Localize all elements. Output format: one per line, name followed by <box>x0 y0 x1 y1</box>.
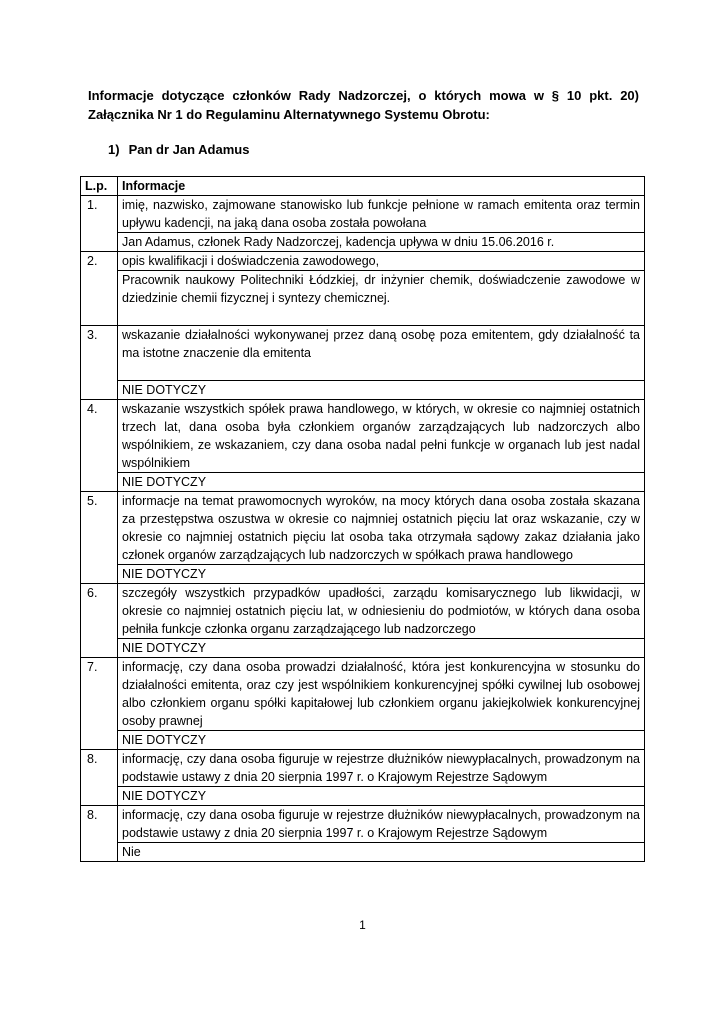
row-question: informację, czy dana osoba prowadzi działalność, która jest konkurencyjna w stosunku do działalności emitenta, oraz czy jest wspólnikiem konkurencyjnej spółki cywilnej lub osobowej albo członkiem organu spółki kapitałowej lub członkiem organu jakiejkolwiek konkurencyjnej osoby prawnej <box>118 658 645 731</box>
row-answer: NIE DOTYCZY <box>118 639 645 658</box>
header-lp: L.p. <box>81 177 118 196</box>
row-number: 7. <box>81 658 118 750</box>
table-row <box>81 381 645 400</box>
table-row <box>81 492 645 565</box>
table-row <box>81 584 645 639</box>
document-heading: Informacje dotyczące członków Rady Nadzorczej, o których mowa w § 10 pkt. 20) Załącznika Nr 1 do Regulaminu Alternatywnego Systemu Obrotu: <box>88 88 639 122</box>
row-question: imię, nazwisko, zajmowane stanowisko lub funkcje pełnione w ramach emitenta oraz termin upływu kadencji, na jaką dana osoba została powołana <box>118 196 645 233</box>
table-row <box>81 787 645 806</box>
person-name: Pan dr Jan Adamus <box>128 142 250 157</box>
row-answer: NIE DOTYCZY <box>118 787 645 806</box>
row-question: wskazanie działalności wykonywanej przez daną osobę poza emitentem, gdy działalność ta ma istotne znaczenie dla emitenta <box>118 326 645 381</box>
person-heading <box>108 140 249 159</box>
row-question: informację, czy dana osoba figuruje w rejestrze dłużników niewypłacalnych, prowadzonym na podstawie ustawy z dnia 20 sierpnia 1997 r. o Krajowym Rejestrze Sądowym <box>118 750 645 787</box>
person-number: 1) <box>108 142 120 157</box>
table-row <box>81 400 645 473</box>
row-answer: Nie <box>118 843 645 862</box>
row-answer: NIE DOTYCZY <box>118 565 645 584</box>
information-table <box>80 176 645 862</box>
table-row <box>81 843 645 862</box>
table-row <box>81 473 645 492</box>
row-question: informację, czy dana osoba figuruje w rejestrze dłużników niewypłacalnych, prowadzonym na podstawie ustawy z dnia 20 sierpnia 1997 r. o Krajowym Rejestrze Sądowym <box>118 806 645 843</box>
row-answer: NIE DOTYCZY <box>118 473 645 492</box>
table-row <box>81 639 645 658</box>
table-row <box>81 806 645 843</box>
row-question: opis kwalifikacji i doświadczenia zawodowego, <box>118 252 645 271</box>
row-answer: NIE DOTYCZY <box>118 731 645 750</box>
row-question: szczegóły wszystkich przypadków upadłości, zarządu komisarycznego lub likwidacji, w okresie co najmniej ostatnich pięciu lat, w odniesieniu do podmiotów, w których dana osoba pełniła funkcje członka organu zarządzającego lub nadzorczego <box>118 584 645 639</box>
row-answer: NIE DOTYCZY <box>118 381 645 400</box>
table-row <box>81 196 645 233</box>
header-info: Informacje <box>118 177 645 196</box>
page-number: 1 <box>359 918 366 932</box>
table-row <box>81 565 645 584</box>
row-answer: Pracownik naukowy Politechniki Łódzkiej, dr inżynier chemik, doświadczenie zawodowe w dziedzinie chemii fizycznej i syntezy chemicznej. <box>118 271 645 326</box>
row-number: 6. <box>81 584 118 658</box>
row-number: 3. <box>81 326 118 400</box>
row-question: informacje na temat prawomocnych wyroków, na mocy których dana osoba została skazana za przestępstwa oszustwa w okresie co najmniej ostatnich pięciu lat oraz wskazanie, czy w okresie co najmniej ostatnich pięciu lat osoba taka otrzymała sądowy zakaz działania jako członek organów zarządzających lub nadzorczych w spółkach prawa handlowego <box>118 492 645 565</box>
table-row <box>81 252 645 271</box>
row-number: 8. <box>81 750 118 806</box>
table-header-row <box>81 177 645 196</box>
table-row <box>81 731 645 750</box>
row-number: 5. <box>81 492 118 584</box>
row-answer: Jan Adamus, członek Rady Nadzorczej, kadencja upływa w dniu 15.06.2016 r. <box>118 233 645 252</box>
row-number: 4. <box>81 400 118 492</box>
table-row <box>81 271 645 326</box>
table-row <box>81 750 645 787</box>
row-number: 8. <box>81 806 118 862</box>
row-question: wskazanie wszystkich spółek prawa handlowego, w których, w okresie co najmniej ostatnich trzech lat, dana osoba była członkiem organów zarządzających lub nadzorczych albo wspólnikiem, ze wskazaniem, czy dana osoba nadal pełni funkcje w organach lub jest nadal wspólnikiem <box>118 400 645 473</box>
table-row <box>81 326 645 381</box>
table-row <box>81 233 645 252</box>
table-row <box>81 658 645 731</box>
row-number: 2. <box>81 252 118 326</box>
row-number: 1. <box>81 196 118 252</box>
